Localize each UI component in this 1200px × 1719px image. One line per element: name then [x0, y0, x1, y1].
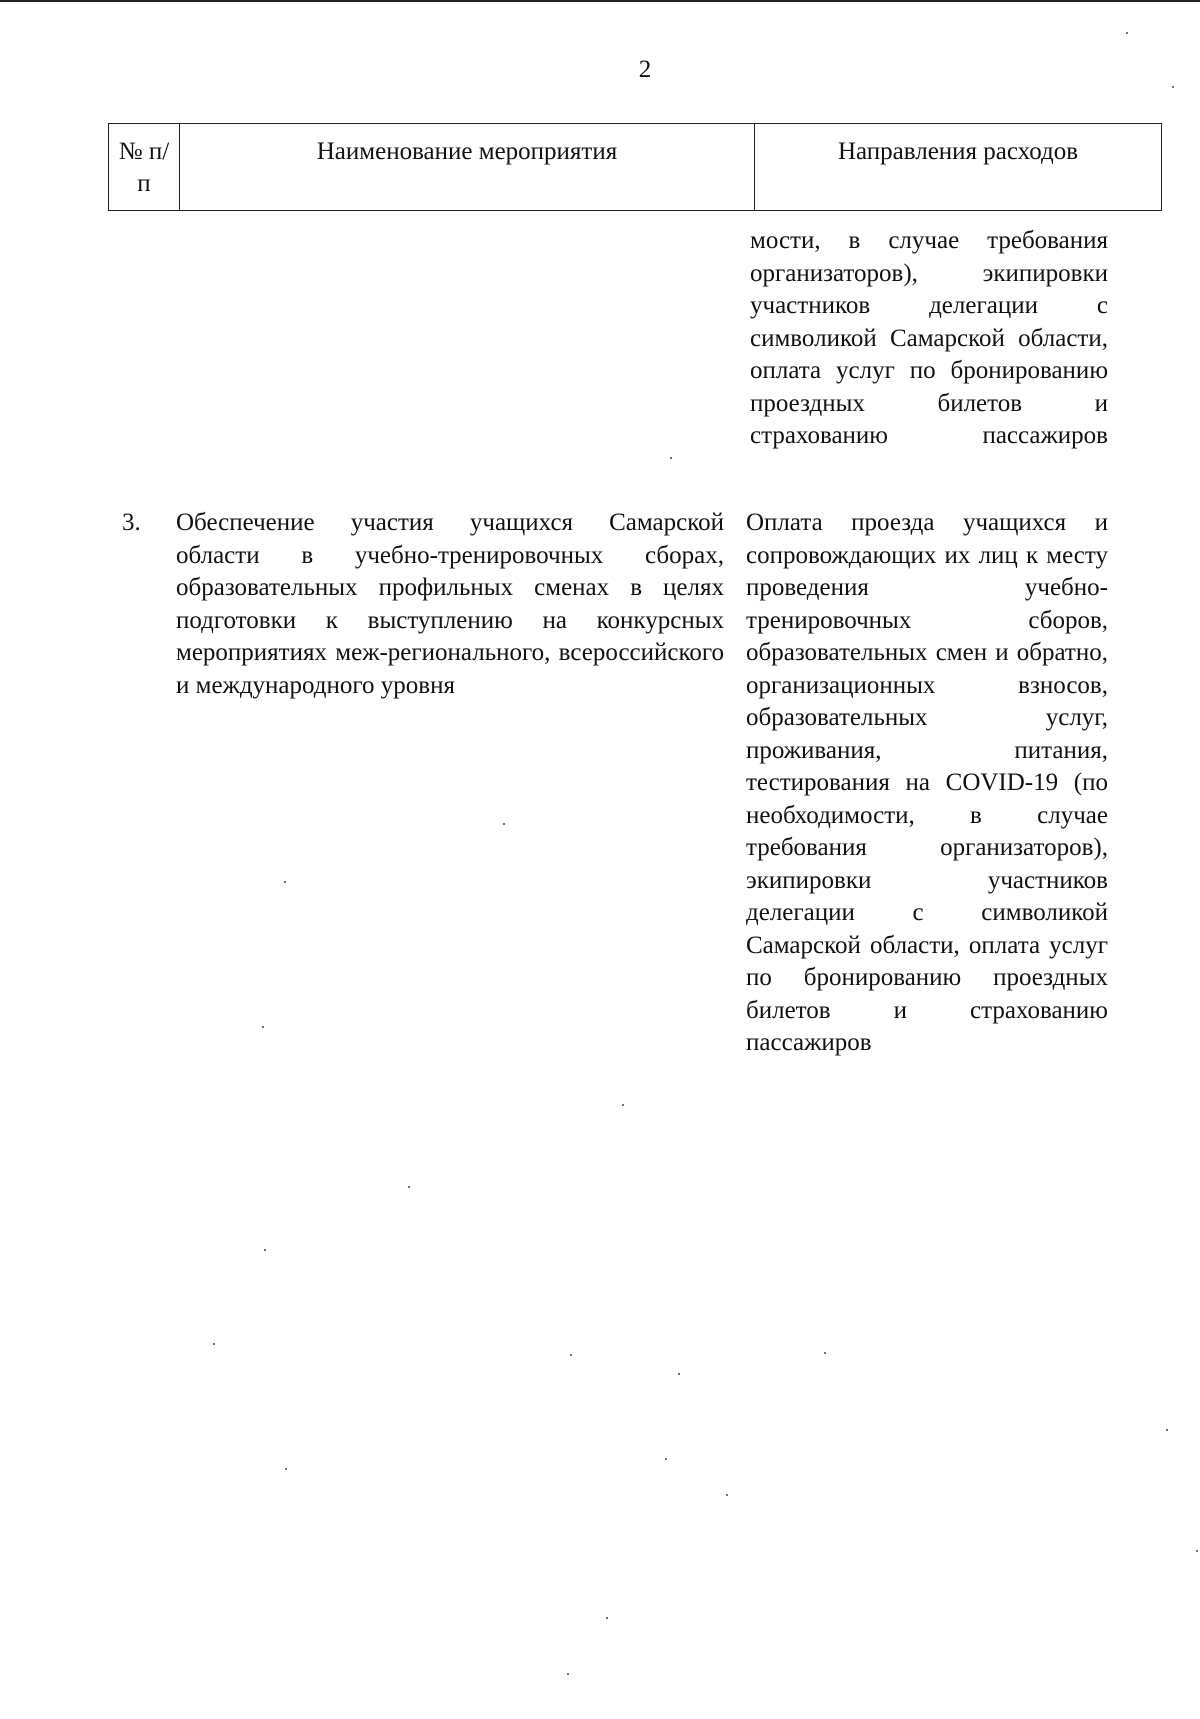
scan-speck	[622, 1104, 624, 1106]
header-cell-directions: Направления расходов	[755, 124, 1162, 211]
scan-speck	[285, 1468, 287, 1470]
scan-speck	[670, 457, 672, 459]
scan-speck	[570, 1354, 572, 1356]
scan-speck	[665, 1458, 667, 1460]
table-header-row	[109, 124, 1162, 211]
row-3-number: 3.	[122, 509, 141, 536]
scan-speck	[264, 1249, 266, 1251]
scan-speck	[824, 1352, 826, 1354]
scan-speck	[1172, 86, 1174, 88]
row-continued-directions: мости, в случае требования организаторов), экипировки участников делегации с символикой Самарской области, оплата услуг по бронированию проездных билетов и страхованию пассажиров	[750, 227, 1108, 449]
row-3-name: Обеспечение участия учащихся Самарской области в учебно-тренировочных сборах, образовательных профильных сменах в целях подготовки к выступлению на конкурсных мероприятиях меж-регионального, всероссийского и международного уровня	[176, 509, 724, 699]
scan-speck	[606, 1617, 608, 1619]
scan-speck	[213, 1343, 215, 1345]
scan-speck	[262, 1026, 264, 1028]
scan-speck	[284, 881, 286, 883]
scan-speck	[567, 1673, 569, 1675]
scan-speck	[678, 1373, 680, 1375]
scan-speck	[408, 1186, 410, 1188]
scan-speck	[1126, 32, 1128, 34]
row-3-directions: Оплата проезда учащихся и сопровождающих их лиц к месту проведения учебно-тренировочных сборов, образовательных смен и обратно, организационных взносов, образовательных услуг, проживания, питания, тестирования на COVID-19 (по необходимости, в случае требования организаторов), экипировки участников делегации с символикой Самарской области, оплата услуг по бронированию проездных билетов и страхованию пассажиров	[746, 509, 1108, 1056]
scan-speck	[503, 823, 505, 825]
scan-speck	[1166, 1429, 1168, 1431]
header-cell-number: № п/п	[109, 124, 180, 211]
header-cell-name: Наименование мероприятия	[180, 124, 755, 211]
page-number: 2	[638, 56, 652, 83]
scan-speck	[726, 1494, 728, 1496]
scan-top-edge	[0, 0, 1200, 2]
scan-speck	[1196, 1550, 1198, 1552]
table-header	[108, 123, 1162, 211]
